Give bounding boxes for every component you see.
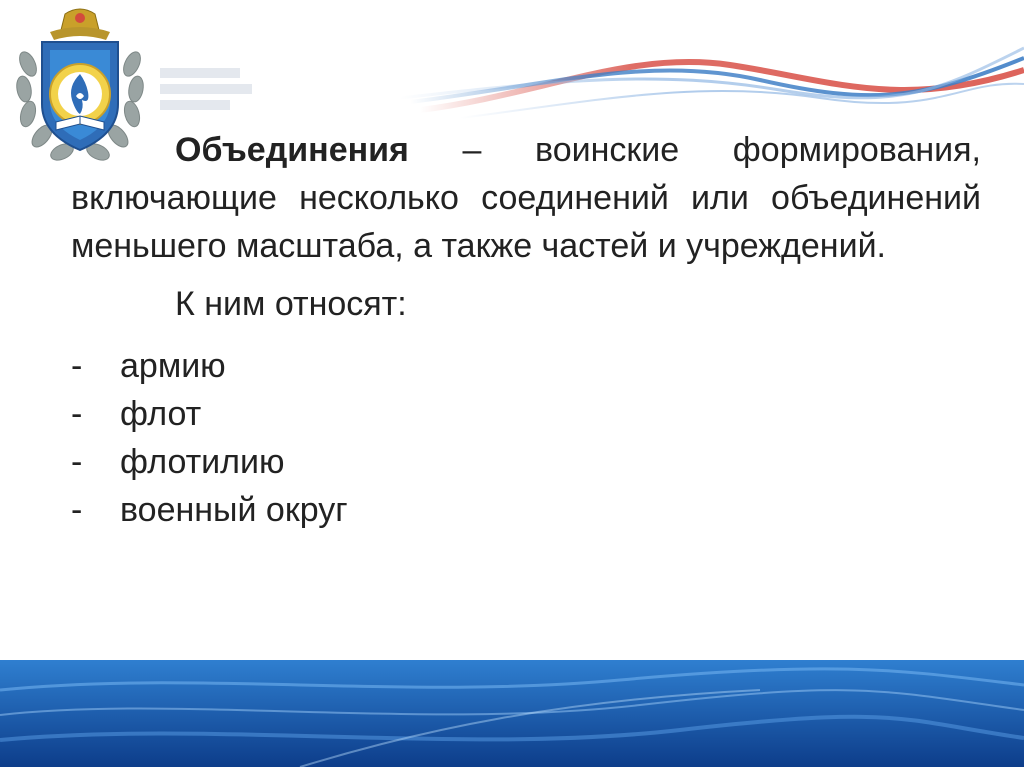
dash-bullet: - [71, 347, 83, 385]
list-item-label: военный округ [120, 491, 348, 529]
slide-body [71, 126, 981, 534]
bottom-wave-band-decoration [0, 660, 1024, 767]
dash-bullet: - [71, 491, 83, 529]
defined-term: Объединения [175, 131, 409, 169]
dash-bullet: - [71, 395, 83, 433]
top-ribbons-decoration [400, 40, 1024, 130]
list-item-label: армию [120, 347, 226, 385]
list-item [71, 342, 981, 390]
definition-text: – воинские формирования, включающие несколько соединений или объединений меньшего масштаба, а также частей и учреждений. [71, 131, 981, 265]
faded-emblem-text [150, 60, 260, 120]
list-item [71, 486, 981, 534]
list-item-label: флотилию [120, 443, 285, 481]
list-item [71, 390, 981, 438]
list-intro: К ним относят: [175, 285, 407, 323]
list-item-label: флот [120, 395, 202, 433]
list-item [71, 438, 981, 486]
dash-bullet: - [71, 443, 83, 481]
unit-list [71, 342, 981, 534]
definition-paragraph [71, 126, 981, 270]
